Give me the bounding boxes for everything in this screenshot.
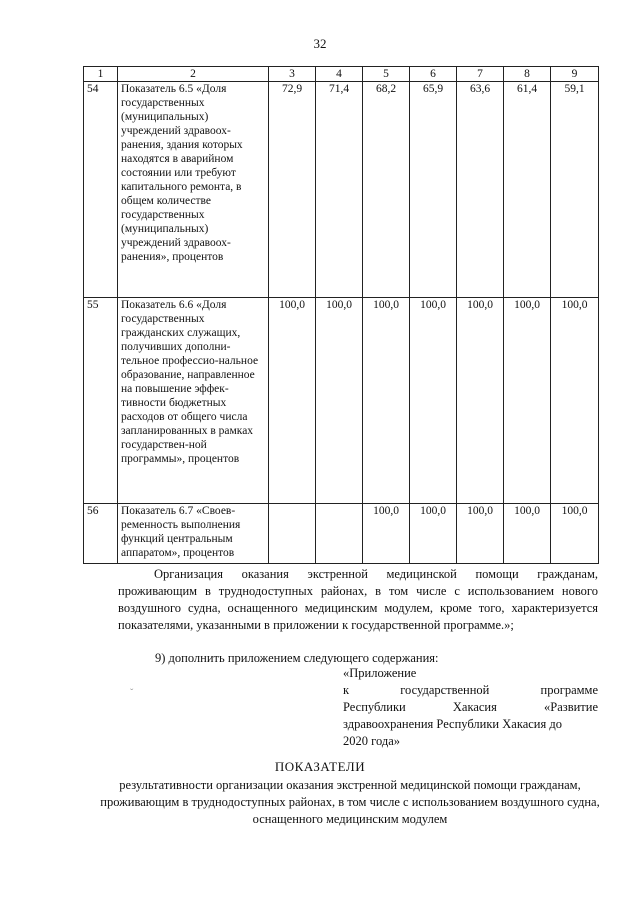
row-number: 54: [84, 82, 118, 298]
appendix-line: «Приложение: [343, 666, 417, 680]
value-cell: 61,4: [504, 82, 551, 298]
indicator-name: Показатель 6.6 «Доля государственных гражданских служащих, получивших дополни-тельное профессио-нальное образование, направленное на повышение эффек-тивности бюджетных расходов от общего числа запланированных в рамках государствен-ной программы», процентов: [118, 298, 269, 504]
header-cell: 4: [316, 67, 363, 82]
appendix-line: здравоохранения Республики Хакасия до: [343, 717, 562, 731]
header-cell: 3: [269, 67, 316, 82]
value-cell: 72,9: [269, 82, 316, 298]
amendment-item: 9) дополнить приложением следующего содержания:: [155, 651, 439, 665]
scan-speck: ˇ: [130, 688, 134, 699]
value-cell: [269, 504, 316, 564]
value-cell: 100,0: [504, 298, 551, 504]
value-cell: 63,6: [457, 82, 504, 298]
body-paragraph: Организация оказания экстренной медицинской помощи гражданам, проживающим в труднодоступных районах, в том числе с использованием нового воздушного судна, оснащенного медицинским модулем, кроме того, характеризуется показателями, указанными в приложении к государственной программе.»;: [118, 567, 598, 632]
header-cell: 8: [504, 67, 551, 82]
appendix-line: к государственной программе: [343, 683, 598, 697]
value-cell: [316, 504, 363, 564]
header-cell: 2: [118, 67, 269, 82]
value-cell: 68,2: [363, 82, 410, 298]
table-row: [84, 82, 599, 298]
value-cell: 65,9: [410, 82, 457, 298]
header-cell: 1: [84, 67, 118, 82]
value-cell: 100,0: [363, 298, 410, 504]
appendix-line: 2020 года»: [343, 734, 400, 748]
value-cell: 100,0: [457, 504, 504, 564]
value-cell: 100,0: [551, 298, 599, 504]
value-cell: 100,0: [316, 298, 363, 504]
section-heading: ПОКАЗАТЕЛИ: [274, 759, 366, 774]
header-cell: 6: [410, 67, 457, 82]
row-number: 56: [84, 504, 118, 564]
table-row: [84, 504, 599, 564]
value-cell: 59,1: [551, 82, 599, 298]
value-cell: 100,0: [363, 504, 410, 564]
indicator-name: Показатель 6.7 «Своев-ременность выполнения функций центральным аппаратом», процентов: [118, 504, 269, 564]
row-number: 55: [84, 298, 118, 504]
header-cell: 5: [363, 67, 410, 82]
value-cell: 100,0: [551, 504, 599, 564]
value-cell: 100,0: [457, 298, 504, 504]
value-cell: 100,0: [410, 298, 457, 504]
value-cell: 100,0: [269, 298, 316, 504]
appendix-reference: [343, 665, 598, 750]
section-subtitle: результативности организации оказания экстренной медицинской помощи гражданам, проживающим в труднодоступных районах, в том числе с использованием воздушного судна, оснащенного медицинским модулем: [100, 778, 600, 826]
value-cell: 71,4: [316, 82, 363, 298]
table-header-row: [84, 67, 599, 82]
header-cell: 7: [457, 67, 504, 82]
table-row: [84, 298, 599, 504]
value-cell: 100,0: [410, 504, 457, 564]
indicator-name: Показатель 6.5 «Доля государственных (муниципальных) учреждений здравоох-ранения, здания которых находятся в аварийном состоянии или требуют капитального ремонта, в общем количестве государственных (муниципальных) учреждений здравоох-ранения», процентов: [118, 82, 269, 298]
page-number: 32: [313, 36, 327, 51]
header-cell: 9: [551, 67, 599, 82]
indicators-table: [83, 66, 599, 564]
appendix-line: Республики Хакасия «Развитие: [343, 700, 598, 714]
value-cell: 100,0: [504, 504, 551, 564]
